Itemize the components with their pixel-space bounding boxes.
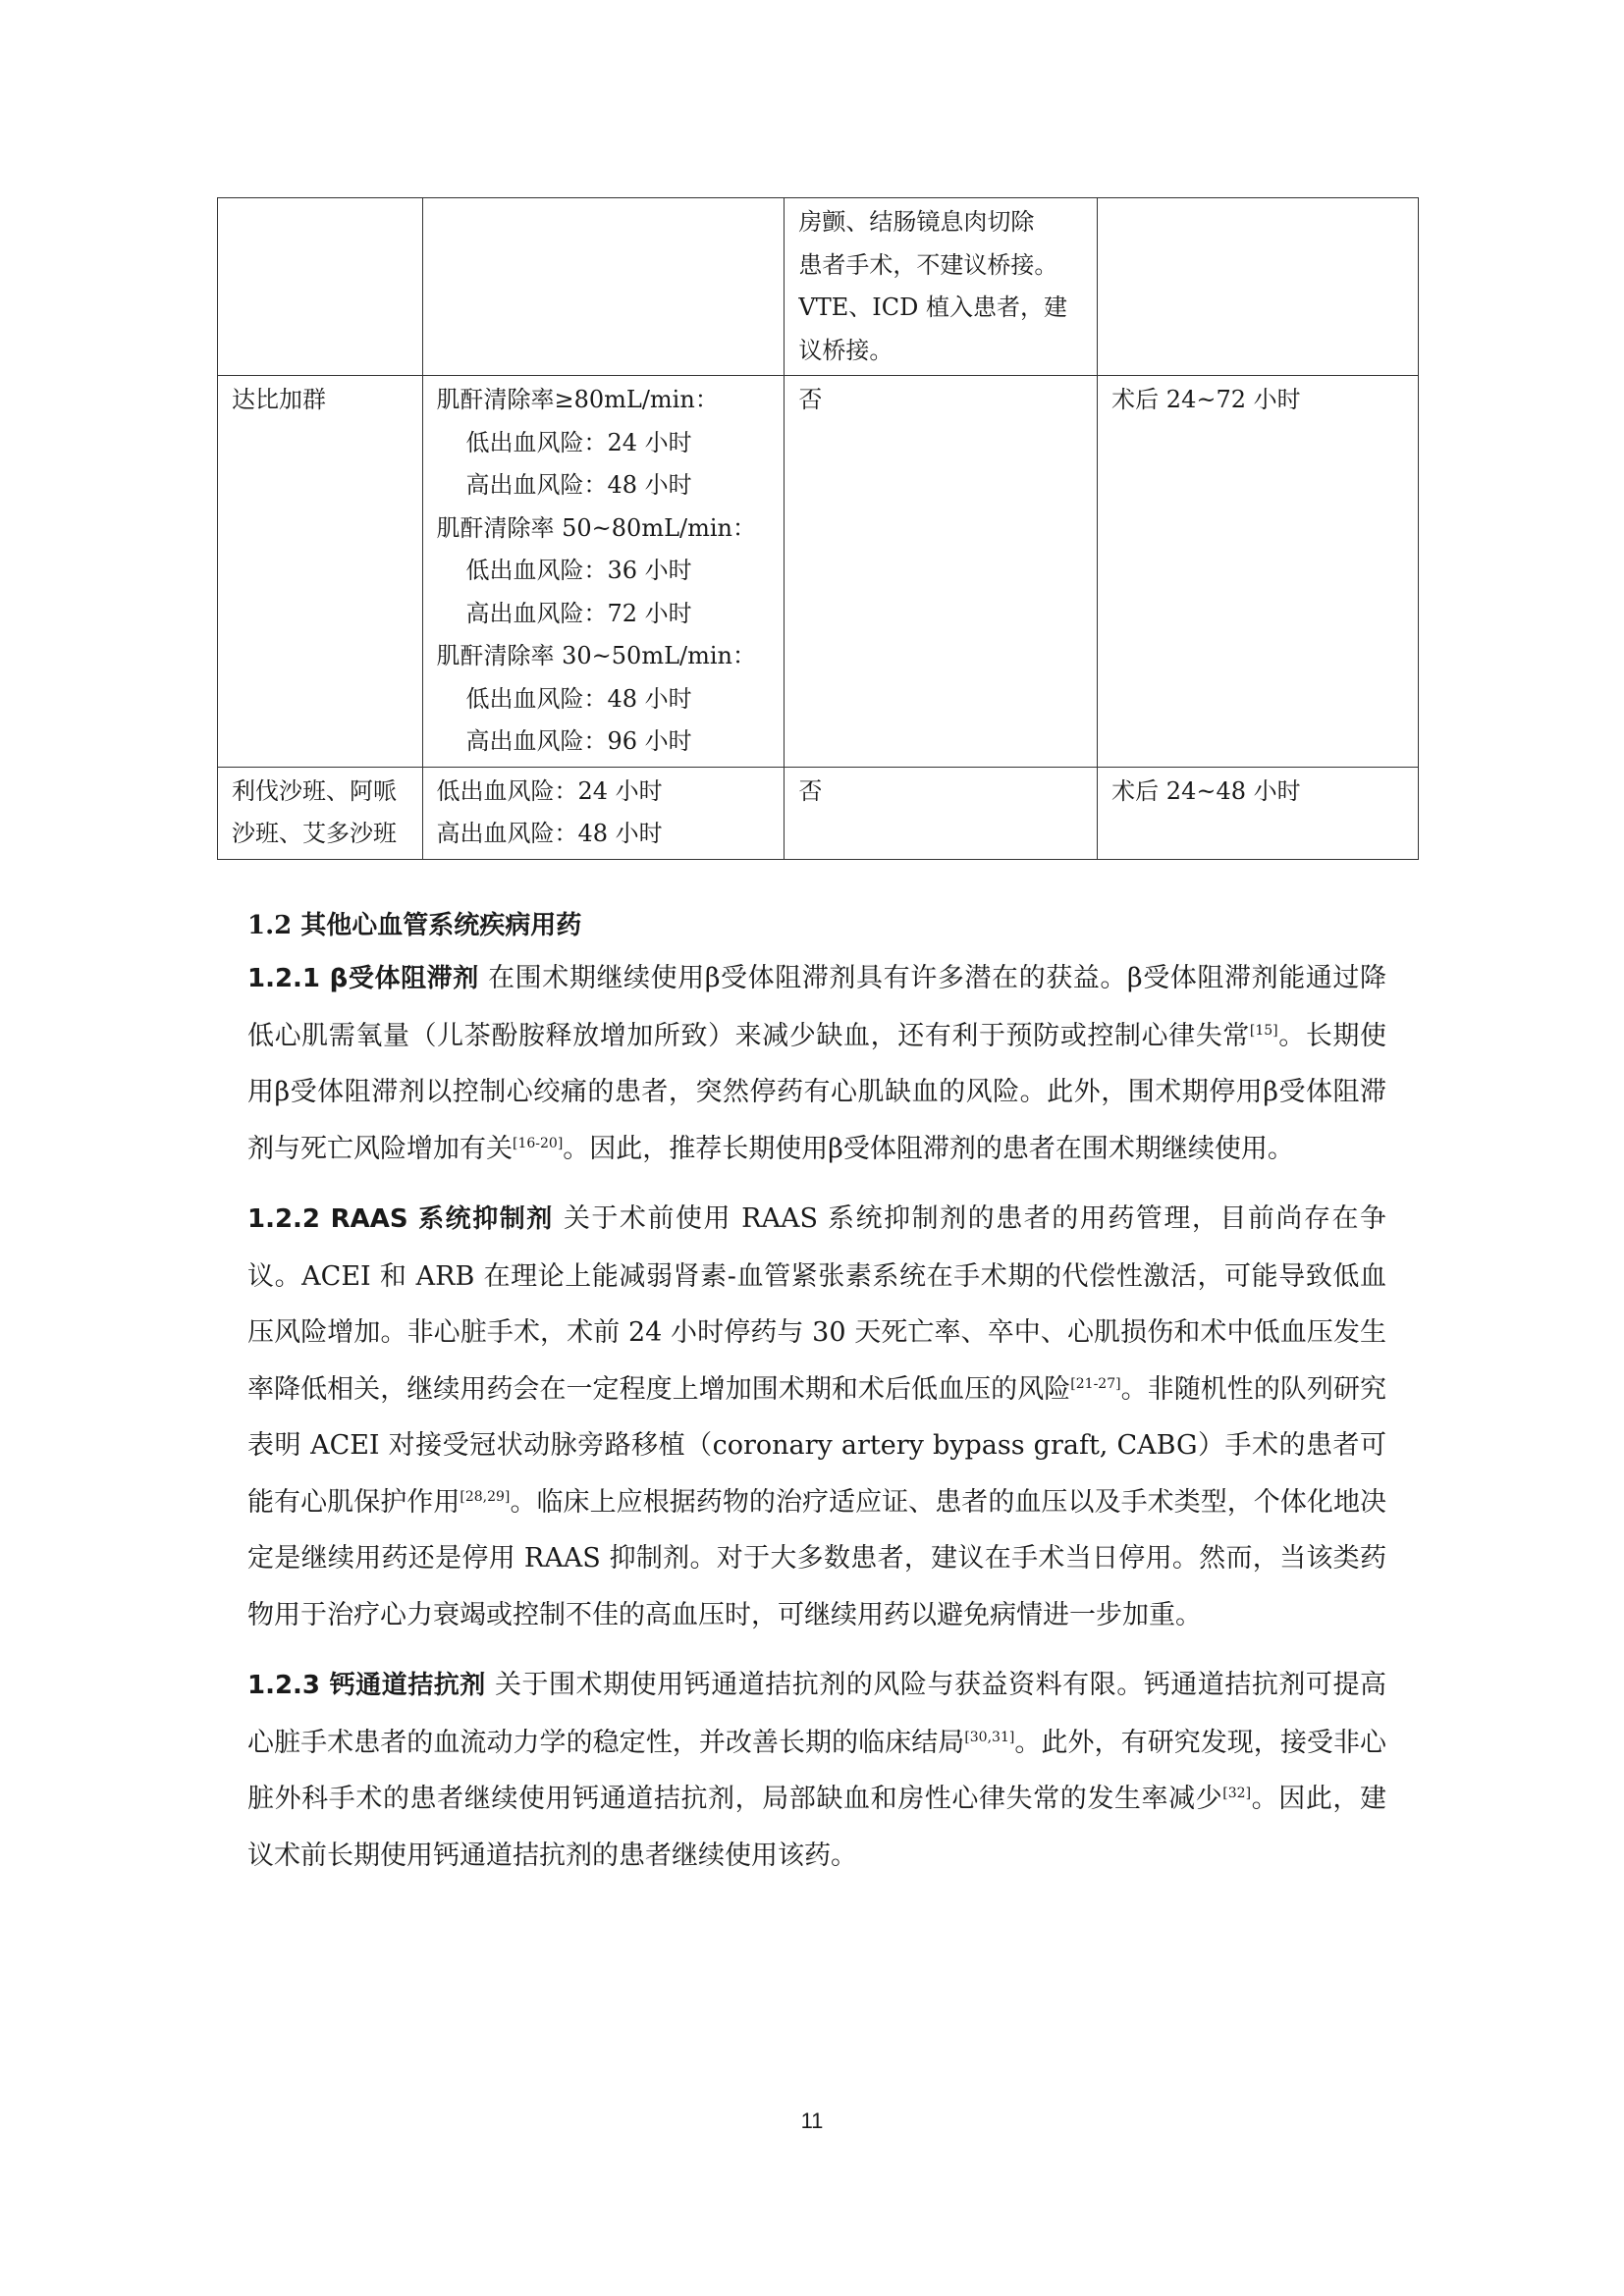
citation: [15]	[1249, 1022, 1278, 1039]
table-row	[218, 767, 1419, 859]
section-heading: 1.2 其他心血管系统疾病用药	[247, 911, 582, 940]
cell-line: 高出血风险：96 小时	[465, 727, 692, 755]
citation: [21-27]	[1070, 1375, 1121, 1392]
cell-line: 沙班、艾多沙班	[232, 820, 397, 847]
cell-line: 高出血风险：72 小时	[465, 599, 692, 627]
cell-line: 术后 24~72 小时	[1111, 386, 1301, 413]
citation: [30,31]	[964, 1729, 1015, 1745]
cell-line: 否	[798, 386, 823, 413]
table-cell	[785, 767, 1098, 859]
subsection-title: 1.2.3 钙通道拮抗剂	[247, 1671, 486, 1700]
subsection-title: 1.2.2 RAAS 系统抑制剂	[247, 1204, 554, 1234]
citation: [32]	[1222, 1786, 1252, 1801]
section-1-2	[247, 901, 1386, 1884]
table-cell	[785, 376, 1098, 768]
table-cell	[218, 198, 423, 376]
body-text: 。非随机性的队列研究表明 ACEI 对接受冠状动脉旁路移植（coronary artery bypass graft, CABG）手术的患者可能有心肌保护作用	[247, 1373, 1387, 1518]
table-cell	[1098, 767, 1419, 859]
cell-line: 否	[798, 776, 823, 805]
page-number: 11	[800, 2109, 824, 2133]
table-cell	[422, 767, 785, 859]
cell-line: 房颤、结肠镜息肉切除	[798, 208, 1035, 236]
subsection-paragraph	[247, 950, 1386, 1177]
cell-line: 低出血风险：24 小时	[465, 428, 692, 456]
body-text: 关于术前使用 RAAS 系统抑制剂的患者的用药管理，目前尚存在争议。ACEI 和 ARB 在理论上能减弱肾素-血管紧张素系统在手术期的代偿性激活，可能导致低血压风险增加。非心脏手术，术前 24 小时停药与 30 天死亡率、卒中、心肌损伤和术中低血压发生率降低相关，继续用药会在一定程度上增加围术期和术后低血压的风险	[247, 1203, 1386, 1405]
table-cell	[218, 767, 423, 859]
cell-line: 患者手术，不建议桥接。	[798, 250, 1058, 279]
cell-line: 肌酐清除率≥80mL/min：	[436, 386, 719, 413]
table-cell	[422, 376, 785, 768]
subsection-paragraph	[247, 1191, 1386, 1643]
cell-line: 低出血风险：36 小时	[465, 557, 692, 584]
table-cell	[1098, 198, 1419, 376]
body-text: 在围术期继续使用β受体阻滞剂具有许多潜在的获益。β受体阻滞剂能通过降低心肌需氧量（儿茶酚胺释放增加所致）来减少缺血，还有利于预防或控制心律失常	[247, 963, 1386, 1051]
cell-line: 议桥接。	[798, 336, 893, 364]
citation: [16-20]	[513, 1135, 564, 1151]
subsection-paragraph	[247, 1657, 1386, 1884]
drug-table	[217, 197, 1419, 860]
subsection-list	[247, 950, 1386, 1884]
body-text: 。因此，推荐长期使用β受体阻滞剂的患者在围术期继续使用。	[563, 1133, 1294, 1164]
cell-line: 肌酐清除率 50~80mL/min：	[436, 513, 756, 542]
cell-line: 低出血风险：24 小时	[436, 776, 663, 805]
table-cell	[422, 198, 785, 376]
cell-line: 利伐沙班、阿哌	[232, 776, 397, 805]
body-text: 。此外，有研究发现，接受非心脏外科手术的患者继续使用钙通道拮抗剂，局部缺血和房性心律失常的发生率减少	[247, 1727, 1387, 1814]
cell-line: 肌酐清除率 30~50mL/min：	[436, 642, 756, 669]
body-text: 。因此，建议术前长期使用钙通道拮抗剂的患者继续使用该药。	[247, 1784, 1387, 1871]
cell-line: VTE、ICD 植入患者，建	[798, 294, 1067, 321]
table-row	[218, 198, 1419, 376]
citation: [28,29]	[460, 1488, 511, 1505]
body-text: 。长期使用β受体阻滞剂以控制心绞痛的患者，突然停药有心肌缺血的风险。此外，围术期停用β受体阻滞剂与死亡风险增加有关	[247, 1020, 1387, 1164]
cell-line: 低出血风险：48 小时	[465, 684, 692, 713]
subsection-title: 1.2.1 β受体阻滞剂	[247, 964, 479, 993]
cell-line: 术后 24~48 小时	[1111, 776, 1301, 805]
table-cell	[218, 376, 423, 768]
table-cell	[1098, 376, 1419, 768]
table-cell	[785, 198, 1098, 376]
cell-line: 达比加群	[232, 386, 326, 413]
table-row	[218, 376, 1419, 768]
body-text: 。临床上应根据药物的治疗适应证、患者的血压以及手术类型，个体化地决定是继续用药还是停用 RAAS 抑制剂。对于大多数患者，建议在手术当日停用。然而，当该类药物用于治疗心力衰竭或控制不佳的高血压时，可继续用药以避免病情进一步加重。	[247, 1486, 1387, 1630]
cell-line: 高出血风险：48 小时	[465, 471, 692, 499]
cell-line: 高出血风险：48 小时	[436, 820, 663, 847]
body-text: 关于围术期使用钙通道拮抗剂的风险与获益资料有限。钙通道拮抗剂可提高心脏手术患者的血流动力学的稳定性，并改善长期的临床结局	[247, 1670, 1386, 1758]
